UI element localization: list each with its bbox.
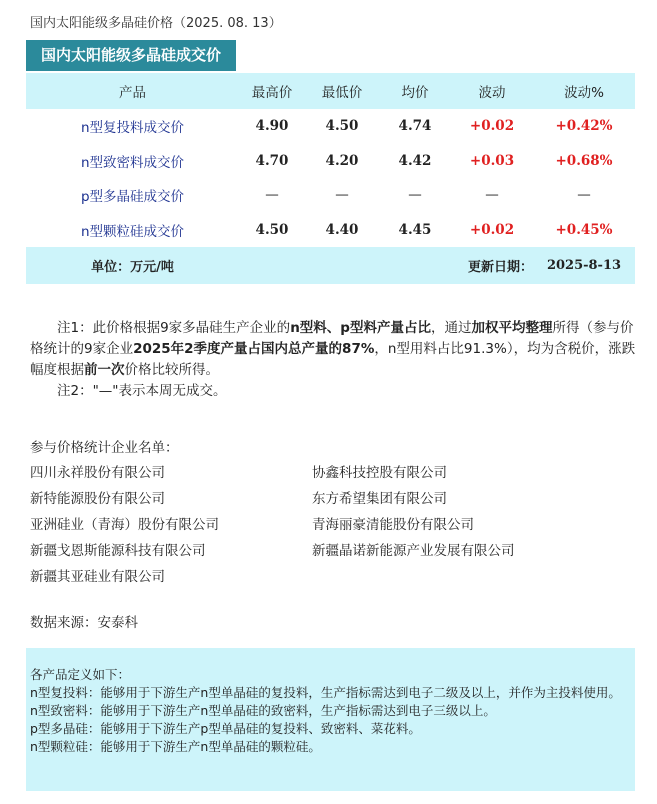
- low-price: 4.50: [325, 118, 359, 135]
- company-name: 新疆戈恩斯能源科技有限公司: [30, 543, 206, 559]
- avg-price: 4.45: [398, 221, 432, 238]
- company-list-title: 参与价格统计企业名单：: [30, 440, 179, 456]
- price-change-pct: +0.45%: [555, 221, 613, 238]
- price-change-pct: —: [577, 187, 591, 204]
- update-date: 2025-8-13: [533, 247, 635, 284]
- notes-section: [30, 318, 642, 402]
- company-name: 东方希望集团有限公司: [312, 491, 447, 507]
- company-name: 新疆晶诺新能源产业发展有限公司: [312, 543, 515, 559]
- definition-item: n型致密料：能够用于下游生产n型单晶硅的致密料，生产指标需达到电子三级以上。: [30, 703, 496, 718]
- low-price: 4.40: [325, 221, 359, 238]
- header-change-pct: 波动%: [533, 73, 635, 109]
- high-price: —: [265, 187, 279, 204]
- product-name: p型多晶硅成交价: [80, 189, 185, 206]
- document-title: 国内太阳能级多晶硅价格（2025. 08. 13）: [30, 16, 282, 31]
- high-price: 4.70: [255, 152, 289, 169]
- unit-label: 单位：万元/吨: [26, 247, 239, 284]
- update-date-label: 更新日期：: [379, 247, 533, 284]
- note-2: 注2："—"表示本周无成交。: [57, 383, 227, 399]
- price-change-pct: +0.42%: [555, 118, 613, 135]
- company-name: 青海丽豪清能股份有限公司: [312, 517, 474, 533]
- price-change: +0.02: [469, 221, 515, 238]
- header-change: 波动: [451, 73, 533, 109]
- table-row: [26, 178, 635, 213]
- table-row: [26, 144, 635, 179]
- product-name: n型致密料成交价: [80, 154, 185, 171]
- data-source: 数据来源：安泰科: [30, 615, 138, 631]
- high-price: 4.50: [255, 221, 289, 238]
- price-change: +0.03: [469, 152, 515, 169]
- header-avg: 均价: [379, 73, 451, 109]
- company-name: 四川永祥股份有限公司: [30, 465, 165, 481]
- definitions-box: [26, 648, 635, 791]
- table-banner: 国内太阳能级多晶硅成交价: [26, 40, 236, 71]
- company-name: 协鑫科技控股有限公司: [312, 465, 447, 481]
- table-row: [26, 109, 635, 144]
- table-footer-row: [26, 247, 635, 284]
- avg-price: 4.42: [398, 152, 432, 169]
- header-product: 产品: [26, 73, 239, 109]
- definition-item: p型多晶硅：能够用于下游生产p型单晶硅的复投料、致密料、菜花料。: [30, 721, 421, 736]
- price-change: —: [485, 187, 499, 204]
- definition-item: n型复投料：能够用于下游生产n型单晶硅的复投料，生产指标需达到电子二级及以上，并作为主投料使用。: [30, 685, 621, 700]
- company-name: 新疆其亚硅业有限公司: [30, 569, 165, 585]
- header-high: 最高价: [239, 73, 305, 109]
- note-1: 注1：此价格根据9家多晶硅生产企业的n型料、p型料产量占比，通过加权平均整理所得（参与价格统计的9家企业2025年2季度产量占国内总产量的87%，n型用料占比91.3%），均为含税价，涨跌幅度根据前一次价格比较所得。: [30, 320, 636, 378]
- product-name: n型颗粒硅成交价: [80, 223, 185, 240]
- definitions-title: 各产品定义如下：: [30, 667, 131, 682]
- low-price: 4.20: [325, 152, 359, 169]
- high-price: 4.90: [255, 118, 289, 135]
- company-name: 亚洲硅业（青海）股份有限公司: [30, 517, 219, 533]
- price-table: [26, 73, 635, 284]
- company-name: 新特能源股份有限公司: [30, 491, 165, 507]
- definition-item: n型颗粒硅：能够用于下游生产n型单晶硅的颗粒硅。: [30, 739, 321, 754]
- avg-price: —: [408, 187, 422, 204]
- price-change-pct: +0.68%: [555, 152, 613, 169]
- price-change: +0.02: [469, 118, 515, 135]
- table-row: [26, 213, 635, 248]
- header-low: 最低价: [305, 73, 379, 109]
- avg-price: 4.74: [398, 118, 432, 135]
- low-price: —: [335, 187, 349, 204]
- product-name: n型复投料成交价: [80, 120, 185, 137]
- table-header-row: [26, 73, 635, 109]
